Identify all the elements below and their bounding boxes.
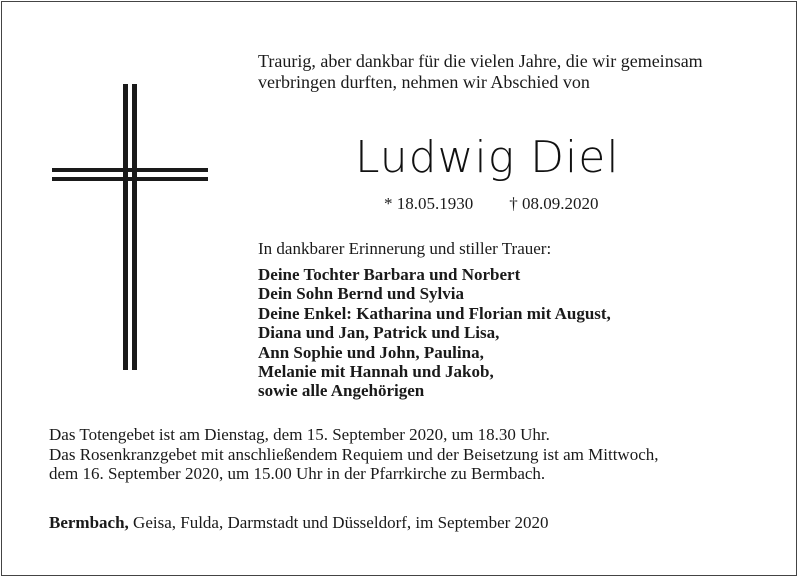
intro-text (258, 51, 758, 93)
obituary-frame (1, 1, 797, 576)
service-info (49, 425, 659, 484)
service-line: Das Rosenkranzgebet mit anschließendem Requiem und der Beisetzung ist am Mittwoch, (49, 444, 659, 464)
birth-date: * 18.05.1930 (384, 194, 474, 213)
mourner-line: Deine Enkel: Katharina und Florian mit August, (258, 303, 611, 323)
intro-line: verbringen durften, nehmen wir Abschied von (258, 72, 590, 92)
service-line: Das Totengebet ist am Dienstag, dem 15. September 2020, um 18.30 Uhr. (49, 425, 550, 444)
mourning-intro: In dankbarer Erinnerung und stiller Trauer: (258, 239, 552, 258)
mourner-line: Diana und Jan, Patrick und Lisa, (258, 323, 500, 343)
footer-rest: Geisa, Fulda, Darmstadt und Düsseldorf, im September 2020 (128, 513, 549, 532)
deceased-name: Ludwig Diel (355, 132, 620, 183)
intro-line: Traurig, aber dankbar für die vielen Jahre, die wir gemeinsam (258, 51, 703, 71)
footer-place-bold: Bermbach, (49, 513, 129, 532)
cross-icon (52, 84, 208, 374)
mourner-line: Deine Tochter Barbara und Norbert (258, 265, 521, 284)
mourner-line: sowie alle Angehörigen (258, 381, 425, 401)
footer-places (49, 513, 549, 533)
mourner-line: Ann Sophie und John, Paulina, (258, 342, 484, 362)
mourners-list (258, 265, 611, 401)
mourner-line: Melanie mit Hannah und Jakob, (258, 362, 494, 382)
mourner-line: Dein Sohn Bernd und Sylvia (258, 284, 464, 304)
service-line: dem 16. September 2020, um 15.00 Uhr in der Pfarrkirche zu Bermbach. (49, 464, 546, 483)
life-dates (384, 194, 599, 214)
death-date: † 08.09.2020 (509, 194, 599, 213)
